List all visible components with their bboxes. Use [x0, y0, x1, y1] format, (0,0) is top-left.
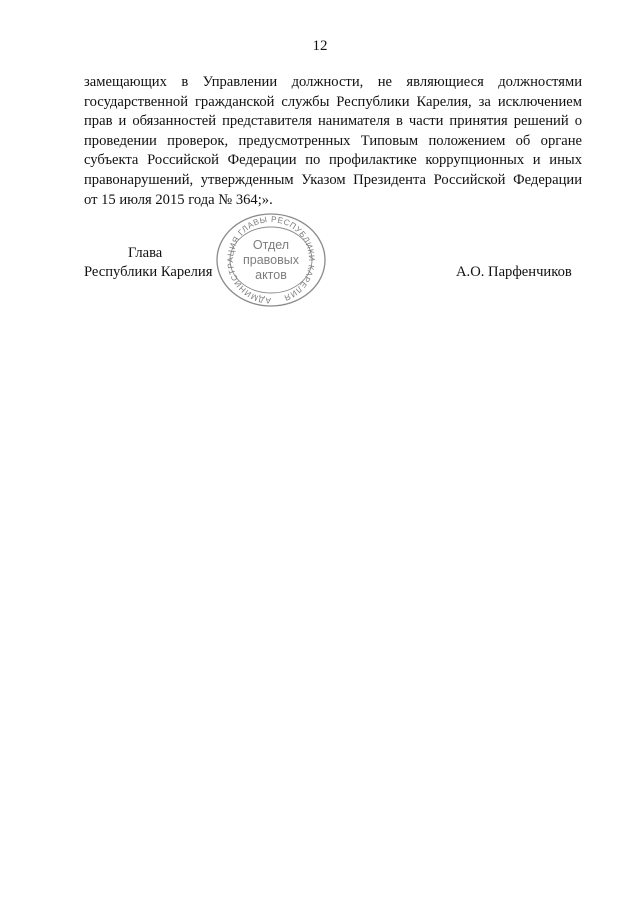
signatory-name: А.О. Парфенчиков — [456, 264, 572, 280]
signatory-title-line2: Республики Карелия — [84, 264, 213, 280]
page-number: 12 — [312, 38, 328, 54]
body-line: субъекта Российской Федерации по профилактике коррупционных и иных — [84, 152, 582, 169]
body-line: государственной гражданской службы Республики Карелия, за исключением — [84, 93, 582, 110]
document-body-text — [84, 73, 582, 210]
signatory-title-line1: Глава — [128, 245, 163, 261]
official-stamp — [212, 210, 330, 310]
stamp-seal-graphic — [212, 210, 330, 310]
stamp-ring-text: АДМИНИСТРАЦИЯ ГЛАВЫ РЕСПУБЛИКИ КАРЕЛИЯ — [225, 214, 317, 306]
stamp-center-line1: Отдел — [252, 238, 290, 252]
body-line: прав и обязанностей представителя нанимателя в части принятия решений о — [84, 113, 582, 130]
body-line: правонарушений, утвержденным Указом Президента Российской Федерации — [84, 171, 582, 188]
body-line: проведении проверок, предусмотренных Типовым положением об органе — [84, 132, 582, 149]
body-line: от 15 июля 2015 года № 364;». — [84, 191, 273, 208]
stamp-center-line3: актов — [255, 268, 287, 282]
stamp-center-line2: правовых — [243, 253, 299, 267]
body-line: замещающих в Управлении должности, не являющиеся должностями — [84, 74, 582, 90]
